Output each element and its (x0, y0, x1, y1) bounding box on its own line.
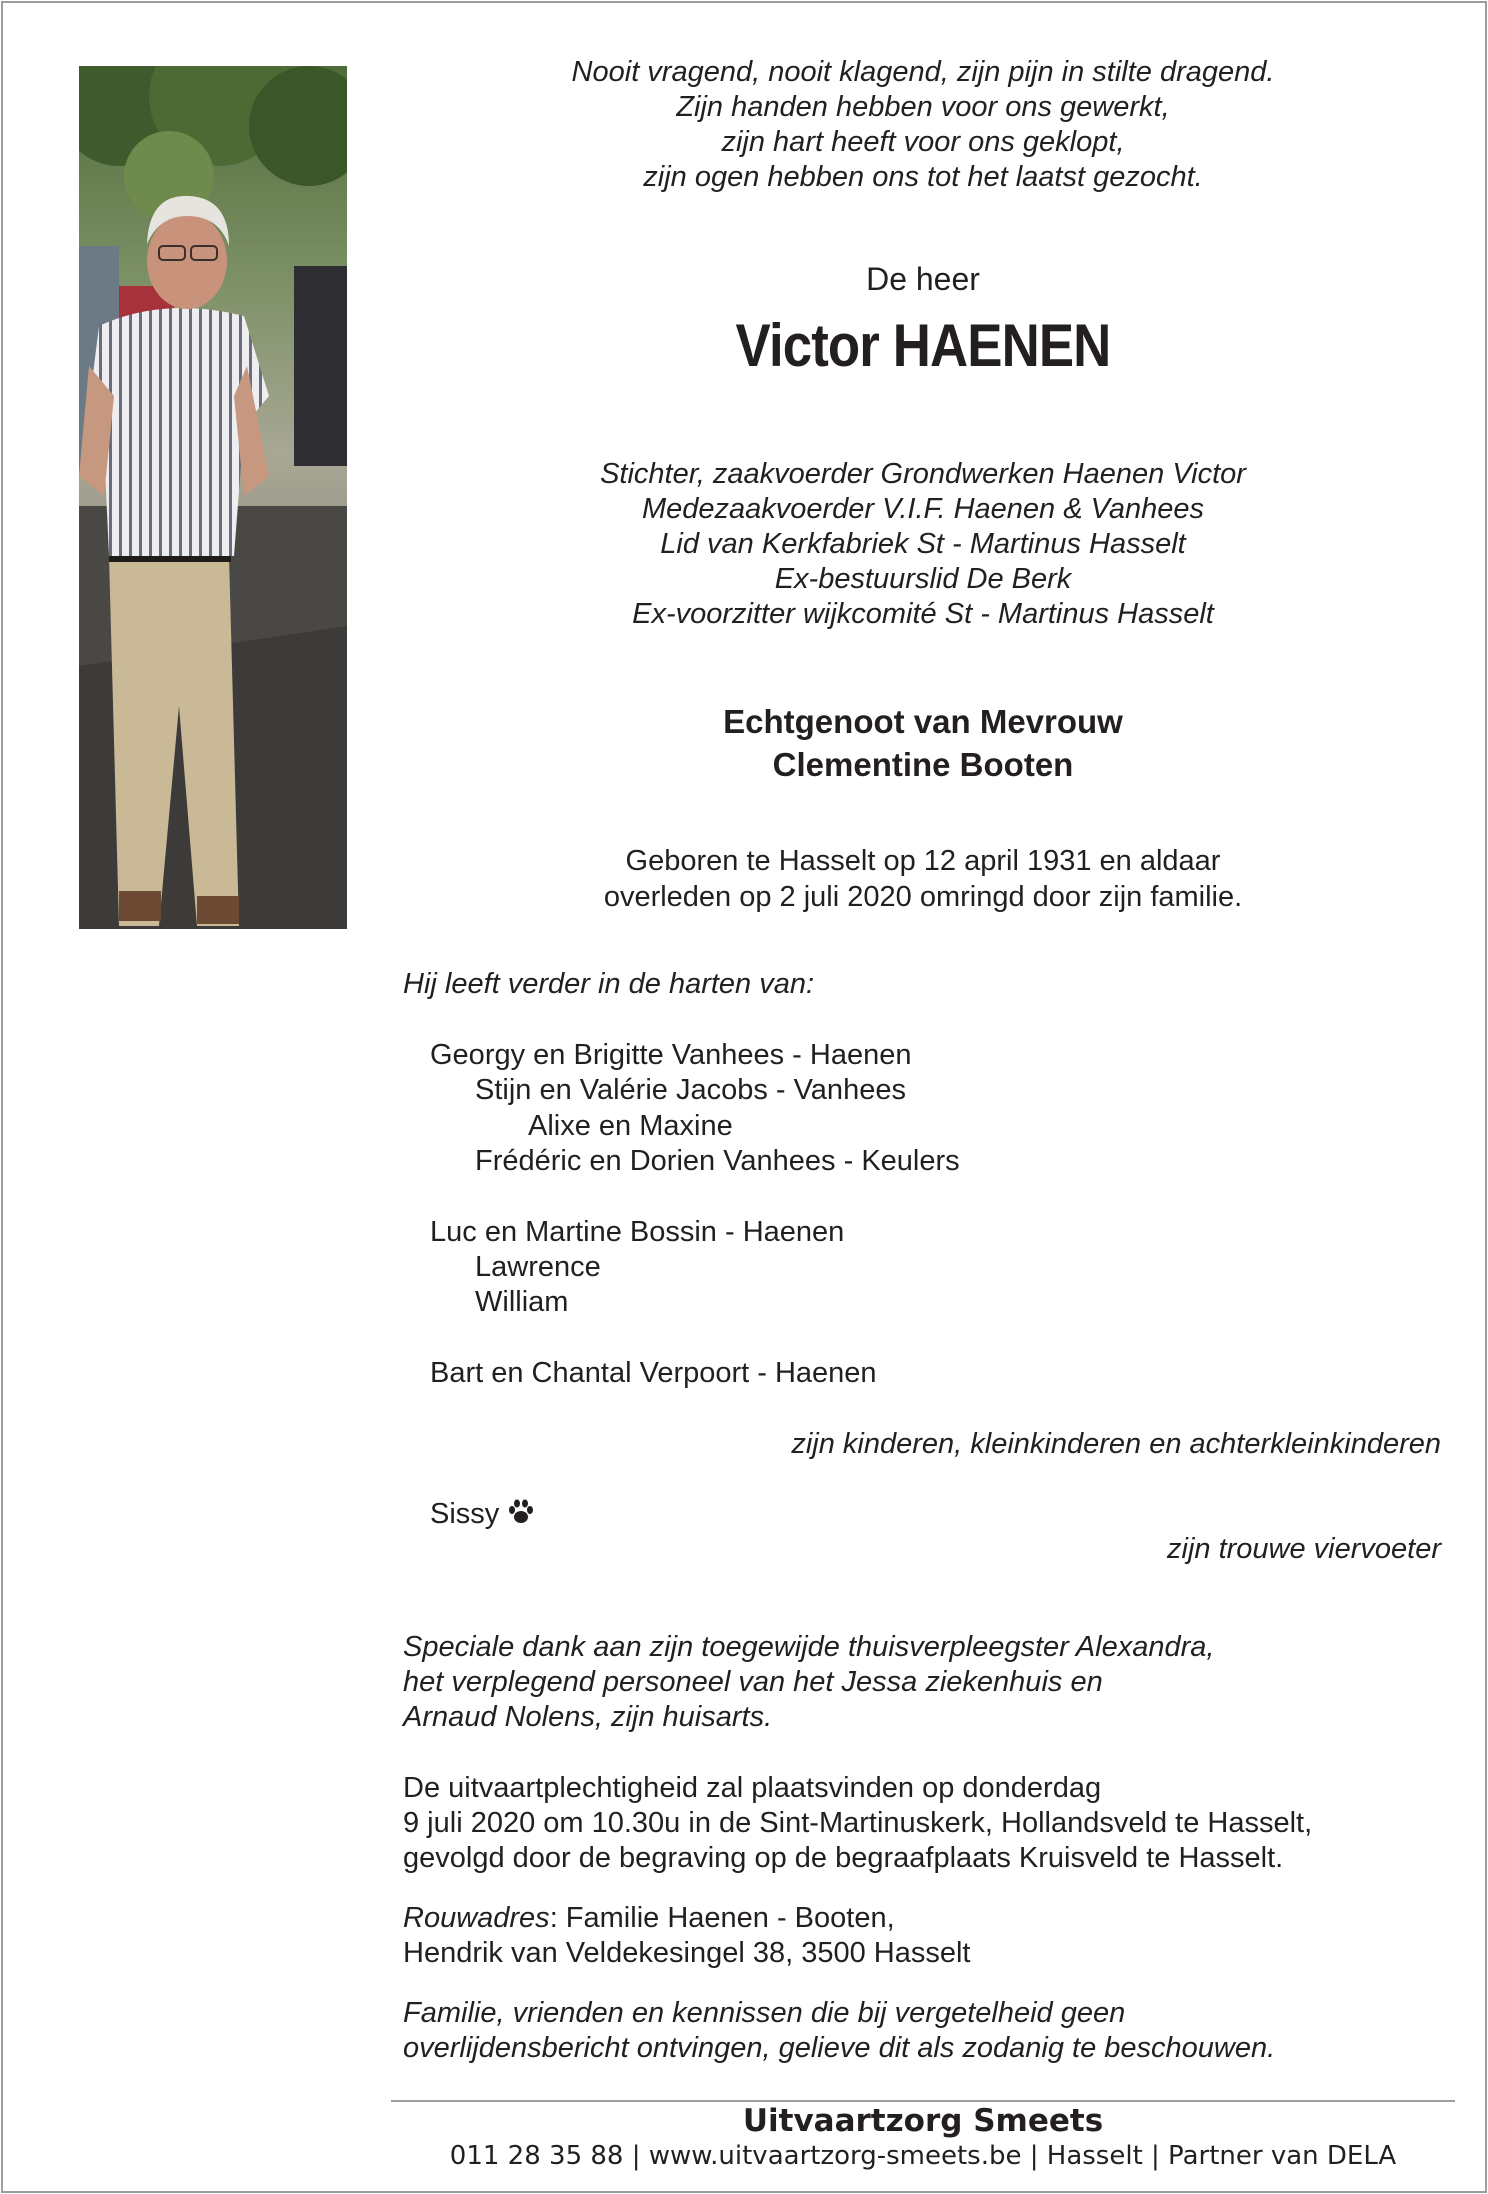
birth-death (403, 843, 1443, 915)
family-line: Frédéric en Dorien Vanhees - Keulers (475, 1145, 960, 1177)
children-caption: zijn kinderen, kleinkinderen en achterkleinkinderen (791, 1428, 1441, 1460)
birth-line: Geboren te Hasselt op 12 april 1931 en aldaar (625, 845, 1221, 877)
roles-list (403, 457, 1443, 632)
role-line: Stichter, zaakvoerder Grondwerken Haenen Victor (600, 458, 1246, 490)
ceremony-line: gevolgd door de begraving op de begraafplaats Kruisveld te Hasselt. (403, 1842, 1284, 1874)
hearts-intro: Hij leeft verder in de harten van: (403, 968, 815, 1000)
address-label: Rouwadres (403, 1902, 550, 1934)
deceased-name: Victor HAENEN (735, 312, 1111, 379)
notice-line: Familie, vrienden en kennissen die bij vergetelheid geen (403, 1997, 1126, 2029)
notice-line: overlijdensbericht ontvingen, gelieve dit als zodanig te beschouwen. (403, 2032, 1276, 2064)
family-line: Alixe en Maxine (528, 1110, 733, 1142)
address-family: : Familie Haenen - Booten, (549, 1902, 895, 1934)
portrait-photo-drawing (79, 66, 347, 929)
role-line: Lid van Kerkfabriek St - Martinus Hasselt (660, 528, 1186, 560)
ceremony-line: 9 juli 2020 om 10.30u in de Sint-Martinuskerk, Hollandsveld te Hasselt, (403, 1807, 1313, 1839)
spouse (403, 700, 1443, 786)
role-line: Ex-voorzitter wijkcomité St - Martinus Hasselt (632, 598, 1214, 630)
role-line: Medezaakvoerder V.I.F. Haenen & Vanhees (641, 493, 1205, 525)
thanks-line: het verplegend personeel van het Jessa ziekenhuis en (403, 1666, 1103, 1698)
poem-line: Nooit vragend, nooit klagend, zijn pijn in stilte dragend. (571, 56, 1275, 88)
family-line: Georgy en Brigitte Vanhees - Haenen (430, 1039, 912, 1071)
poem (403, 55, 1443, 195)
thanks-line: Arnaud Nolens, zijn huisarts. (403, 1701, 773, 1733)
spouse-line: Clementine Booten (772, 746, 1074, 783)
family-line: William (475, 1286, 569, 1318)
ceremony-line: De uitvaartplechtigheid zal plaatsvinden op donderdag (403, 1772, 1102, 1804)
address-line (403, 1901, 895, 1936)
portrait-photo (79, 66, 347, 929)
spouse-line: Echtgenoot van Mevrouw (723, 703, 1123, 740)
pet-line (430, 1497, 535, 1534)
poem-line: zijn hart heeft voor ons geklopt, (721, 126, 1125, 158)
poem-line: Zijn handen hebben voor ons gewerkt, (676, 91, 1170, 123)
funeral-company: Uitvaartzorg Smeets (742, 2103, 1104, 2139)
death-line: overleden op 2 juli 2020 omringd door zijn familie. (603, 881, 1243, 913)
funeral-contact: 011 28 35 88 | www.uitvaartzorg-smeets.be | Hasselt | Partner van DELA (449, 2141, 1397, 2171)
family-line: Lawrence (475, 1251, 601, 1283)
honorific: De heer (866, 261, 980, 297)
family-line: Stijn en Valérie Jacobs - Vanhees (475, 1074, 906, 1106)
pet-caption: zijn trouwe viervoeter (1167, 1533, 1441, 1565)
address-street: Hendrik van Veldekesingel 38, 3500 Hasselt (403, 1937, 971, 1969)
poem-line: zijn ogen hebben ons tot het laatst gezocht. (643, 161, 1203, 193)
family-line: Bart en Chantal Verpoort - Haenen (430, 1357, 877, 1389)
obituary-card (1, 1, 1487, 2193)
footer-divider (391, 2100, 1455, 2102)
role-line: Ex-bestuurslid De Berk (774, 563, 1072, 595)
paw-icon (507, 1499, 535, 1534)
thanks-line: Speciale dank aan zijn toegewijde thuisverpleegster Alexandra, (403, 1631, 1215, 1663)
pet-name: Sissy (430, 1498, 500, 1530)
family-line: Luc en Martine Bossin - Haenen (430, 1216, 845, 1248)
